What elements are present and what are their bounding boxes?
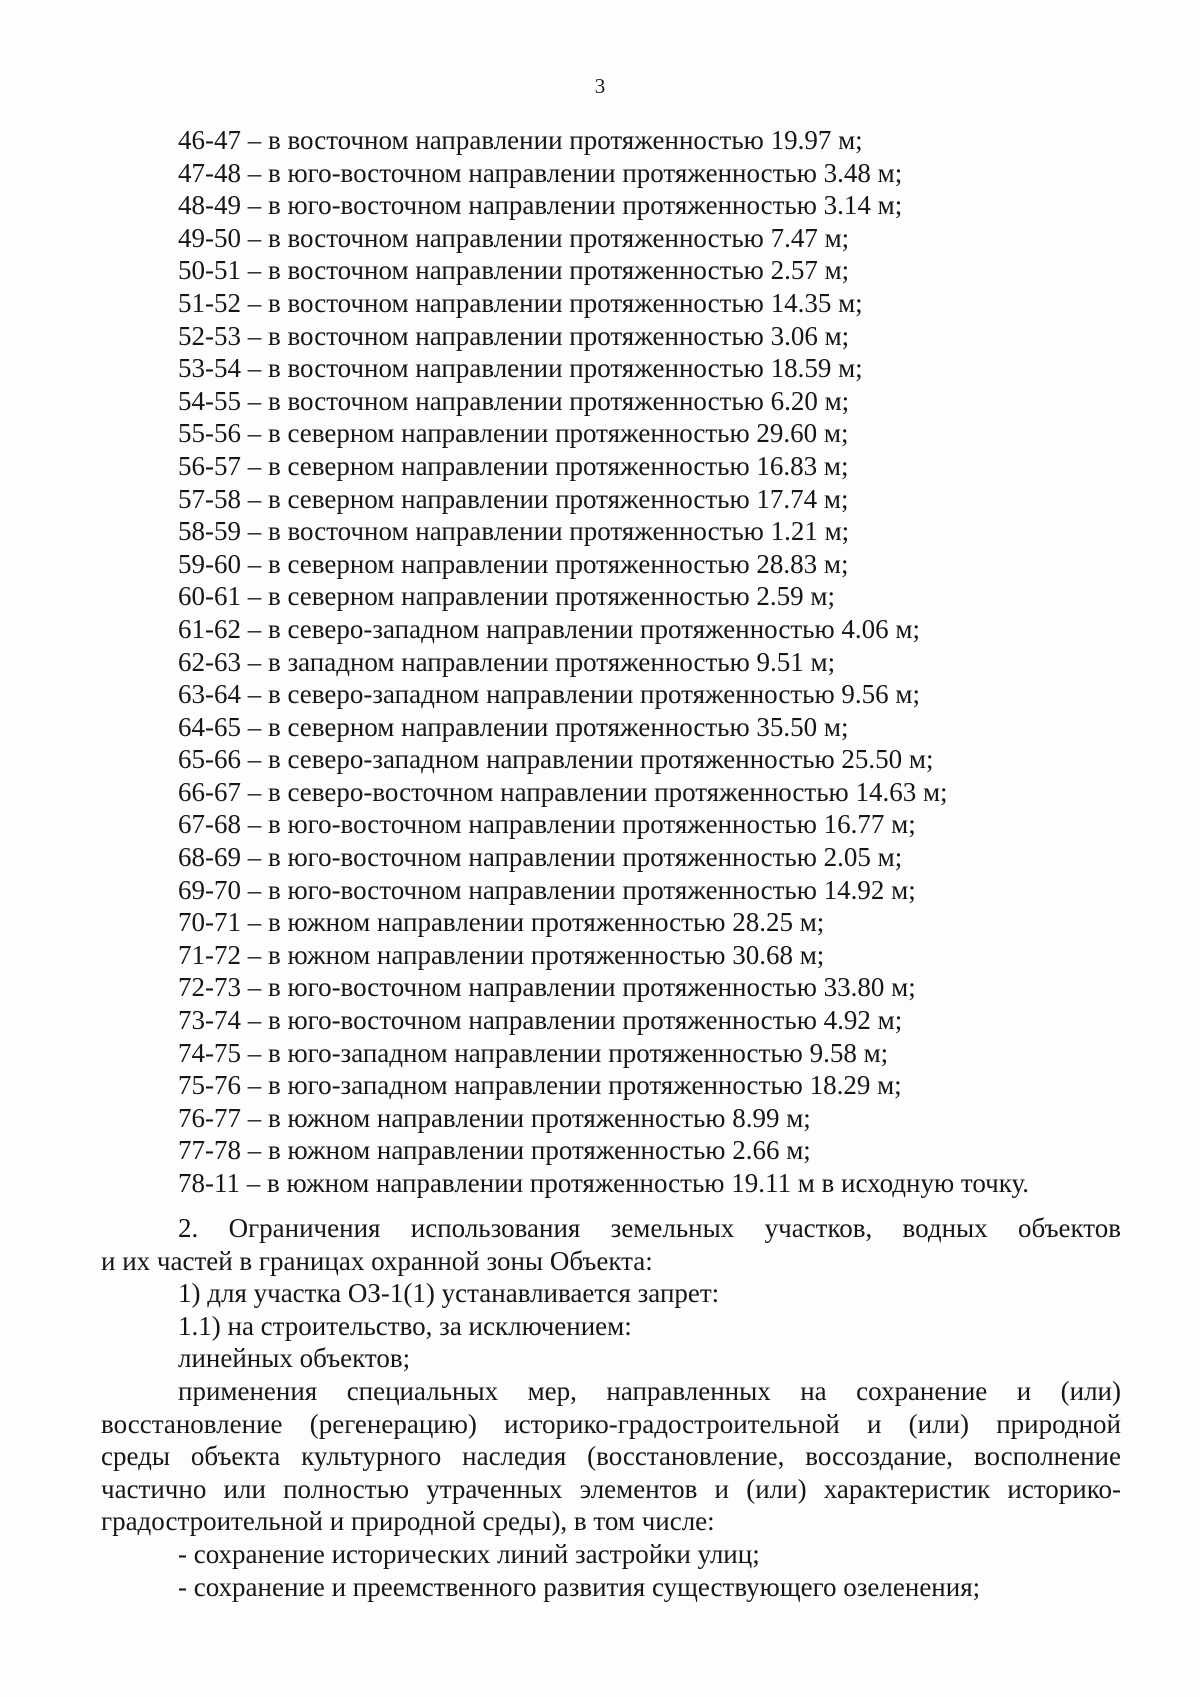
- segment-line: 63-64 – в северо-западном направлении протяженностью 9.56 м;: [178, 679, 920, 710]
- section-2-heading-line: 2. Ограничения использования земельных участков, водных объектов: [178, 1213, 1121, 1243]
- segment-line: 71-72 – в южном направлении протяженностью 30.68 м;: [178, 939, 825, 970]
- segment-line: 66-67 – в северо-восточном направлении протяженностью 14.63 м;: [178, 776, 948, 807]
- measures-paragraph-line: градостроительной и природной среды), в том числе:: [101, 1506, 715, 1537]
- segment-line: 73-74 – в юго-восточном направлении протяженностью 4.92 м;: [178, 1005, 903, 1036]
- segment-line: 59-60 – в северном направлении протяженностью 28.83 м;: [178, 548, 849, 579]
- segment-line: 61-62 – в северо-западном направлении протяженностью 4.06 м;: [178, 613, 920, 644]
- segment-line: 74-75 – в юго-западном направлении протяженностью 9.58 м;: [178, 1037, 889, 1068]
- segment-line: 60-61 – в северном направлении протяженностью 2.59 м;: [178, 581, 836, 612]
- segment-line: 46-47 – в восточном направлении протяженностью 19.97 м;: [178, 125, 863, 155]
- linear-objects-exception: линейных объектов;: [178, 1343, 411, 1374]
- section-2-heading-line: и их частей в границах охранной зоны Объекта:: [101, 1245, 653, 1276]
- segment-line: 54-55 – в восточном направлении протяженностью 6.20 м;: [178, 385, 850, 416]
- item-1-1: 1.1) на строительство, за исключением:: [178, 1310, 632, 1341]
- segment-line: 49-50 – в восточном направлении протяженностью 7.47 м;: [178, 222, 850, 253]
- measures-paragraph-line: среды объекта культурного наследия (восстановление, воссоздание, восполнение: [101, 1441, 1121, 1472]
- boundary-segments-list: [178, 124, 1118, 1200]
- segment-line: 53-54 – в восточном направлении протяженностью 18.59 м;: [178, 353, 863, 384]
- segment-line: 52-53 – в восточном направлении протяженностью 3.06 м;: [178, 320, 850, 351]
- restrictions-section: [101, 1212, 1121, 1603]
- segment-line: 70-71 – в южном направлении протяженностью 28.25 м;: [178, 907, 825, 938]
- segment-line: 77-78 – в южном направлении протяженностью 2.66 м;: [178, 1135, 811, 1166]
- segment-line: 76-77 – в южном направлении протяженностью 8.99 м;: [178, 1102, 811, 1133]
- page-number: 3: [594, 74, 606, 98]
- measures-paragraph-line: частично или полностью утраченных элементов и (или) характеристик историко-: [101, 1473, 1121, 1504]
- segment-line: 48-49 – в юго-восточном направлении протяженностью 3.14 м;: [178, 190, 903, 221]
- segment-line: 62-63 – в западном направлении протяженностью 9.51 м;: [178, 646, 836, 677]
- segment-line: 78-11 – в южном направлении протяженностью 19.11 м в исходную точку.: [178, 1168, 1030, 1198]
- bullet-item: - сохранение и преемственного развития существующего озеленения;: [178, 1571, 981, 1602]
- segment-line: 57-58 – в северном направлении протяженностью 17.74 м;: [178, 483, 849, 514]
- segment-line: 69-70 – в юго-восточном направлении протяженностью 14.92 м;: [178, 874, 916, 905]
- segment-line: 64-65 – в северном направлении протяженностью 35.50 м;: [178, 711, 849, 742]
- segment-line: 67-68 – в юго-восточном направлении протяженностью 16.77 м;: [178, 809, 916, 840]
- measures-paragraph-line: применения специальных мер, направленных на сохранение и (или): [178, 1375, 1121, 1406]
- segment-line: 47-48 – в юго-восточном направлении протяженностью 3.48 м;: [178, 157, 903, 188]
- bullet-item: - сохранение исторических линий застройки улиц;: [178, 1538, 760, 1569]
- segment-line: 51-52 – в восточном направлении протяженностью 14.35 м;: [178, 287, 863, 318]
- segment-line: 50-51 – в восточном направлении протяженностью 2.57 м;: [178, 255, 850, 286]
- segment-line: 68-69 – в юго-восточном направлении протяженностью 2.05 м;: [178, 842, 903, 873]
- segment-line: 65-66 – в северо-западном направлении протяженностью 25.50 м;: [178, 744, 934, 775]
- item-1: 1) для участка ОЗ-1(1) устанавливается запрет:: [178, 1278, 720, 1309]
- segment-line: 72-73 – в юго-восточном направлении протяженностью 33.80 м;: [178, 972, 916, 1003]
- segment-line: 55-56 – в северном направлении протяженностью 29.60 м;: [178, 418, 849, 449]
- segment-line: 56-57 – в северном направлении протяженностью 16.83 м;: [178, 450, 849, 481]
- segment-line: 75-76 – в юго-западном направлении протяженностью 18.29 м;: [178, 1070, 902, 1101]
- measures-paragraph-line: восстановление (регенерацию) историко-градостроительной и (или) природной: [101, 1408, 1121, 1439]
- segment-line: 58-59 – в восточном направлении протяженностью 1.21 м;: [178, 516, 850, 547]
